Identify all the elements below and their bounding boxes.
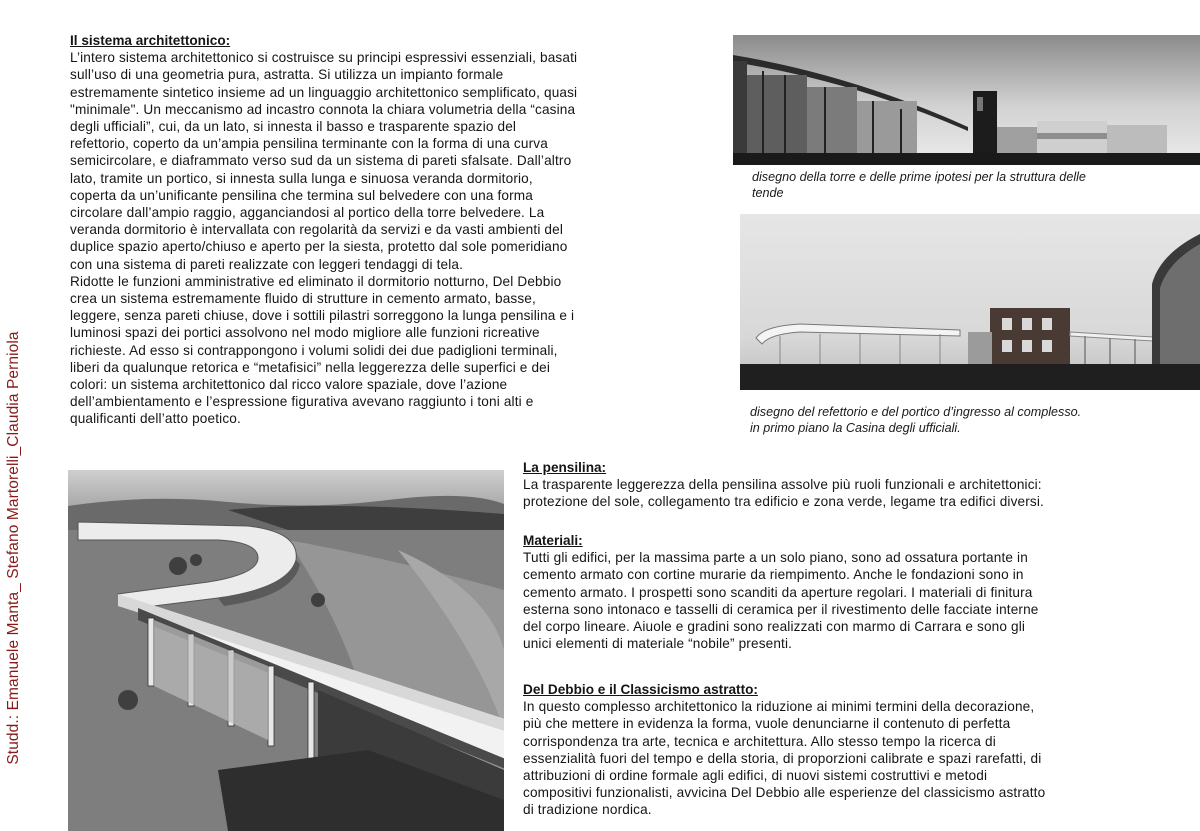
section-heading: Il sistema architettonico: (70, 33, 231, 48)
section-heading: La pensilina: (523, 460, 607, 475)
section-body: La trasparente leggerezza della pensilina assolve più ruoli funzionali e architettonici: protezione del sole, collegamento tra edificio e zona verde, legame tra edifici diversi. (523, 477, 1044, 510)
section-body: Tutti gli edifici, per la massima parte a un solo piano, sono ad ossatura portante in cemento armato con cortine murarie da riempimento. Anche le fondazioni sono in cemento armato. I prospetti sono scanditi da aperture regolari. I materiali di finitura esterna sono intonaco e tasselli di ceramica per il rivestimento delle facciate interne del corpo lineare. Aiuole e gradini sono realizzati con marmo di Carrara e sono gli unici elementi di materiale “nobile” presenti. (523, 550, 1039, 652)
section-materiali (523, 532, 1193, 652)
section-body: In questo complesso architettonico la riduzione ai minimi termini della decorazione, più che mettere in evidenza la forma, vuole denunciarne il contenuto di perfetta corrispondenza tra arte, tecnica e architettura. Allo stesso tempo la ricerca di essenzialità fuori del tempo e della storia, di proporzioni calibrate e spazi rarefatti, di attribuzioni di ordine formale agli edifici, di nuovi sistemi costruttivi e metodi compositivi funzionalisti, avvicina Del Debbio alle esperienze del classicismo astratto di tradizione nordica. (523, 699, 1046, 818)
caption-refettorio: disegno del refettorio e del portico d’ingresso al complesso. in primo piano la Casina degli ufficiali. (750, 405, 1082, 435)
student-credit (0, 0, 28, 831)
section-heading: Materiali: (523, 533, 583, 548)
caption-torre: disegno della torre e delle prime ipotesi per la struttura delle tende (752, 170, 1086, 200)
section-sistema-architettonico (70, 32, 720, 428)
photo-pensilina-aerial (68, 470, 504, 831)
photo-refettorio-drawing (740, 214, 1200, 390)
section-heading: Del Debbio e il Classicismo astratto: (523, 682, 758, 697)
section-pensilina (523, 459, 1193, 511)
photo-torre-drawing (733, 35, 1200, 165)
section-body: L’intero sistema architettonico si costruisce su principi espressivi essenziali, basati sull’uso di una geometria pura, astratta. Si utilizza un impianto formale estremamente sintetico insieme ad un linguaggio architettonico semplificato, quasi "minimale". Un meccanismo ad incastro connota la chiara volumetria della “casina degli ufficiali”, cui, da un lato, si innesta il basso e trasparente spazio del refettorio, coperto da un’ampia pensilina terminante con la forma di una curva semicircolare, e diaframmato verso sud da un sistema di pareti sfalsate. Dall’altro lato, tramite un portico, si innesta sulla lunga e sinuosa veranda dormitorio, coperta da un’unificante pensilina che termina sul belvedere con una forma circolare dall’ampio raggio, agganciandosi al portico della torre belvedere. La veranda dormitorio è intervallata con regolarità da servizi e da vasti ambienti del duplice spazio aperto/chiuso e aperto per la siesta, protetto dal sole pomeridiano con una sistema di pareti realizzate con leggeri tendaggi di tela. Ridotte le funzioni amministrative ed eliminato il dormitorio notturno, Del Debbio crea un sistema estremamente fluido di strutture in cemento armato, basse, leggere, senza pareti chiuse, dove i sottili pilastri sorreggono la lunga pensilina e i luminosi spazi dei portici assolvono nel modo migliore alle funzioni ricreative richieste. Ad esso si contrappongono i volumi solidi dei due padiglioni terminali, liberi da qualunque retorica e “metafisici” nella leggerezza delle superfici e dei colori: un sistema architettonico dal ricco valore spaziale, dove l’azione dell’ambientamento e l’espressione figurativa avevano raggiunto i toni alti e qualificanti dell’atto poetico. (70, 50, 578, 427)
student-credit-text: Studd.: Emanuele Manta_ Stefano Martorelli_Claudia Perniola (5, 331, 22, 765)
section-classicismo-astratto (523, 681, 1193, 819)
